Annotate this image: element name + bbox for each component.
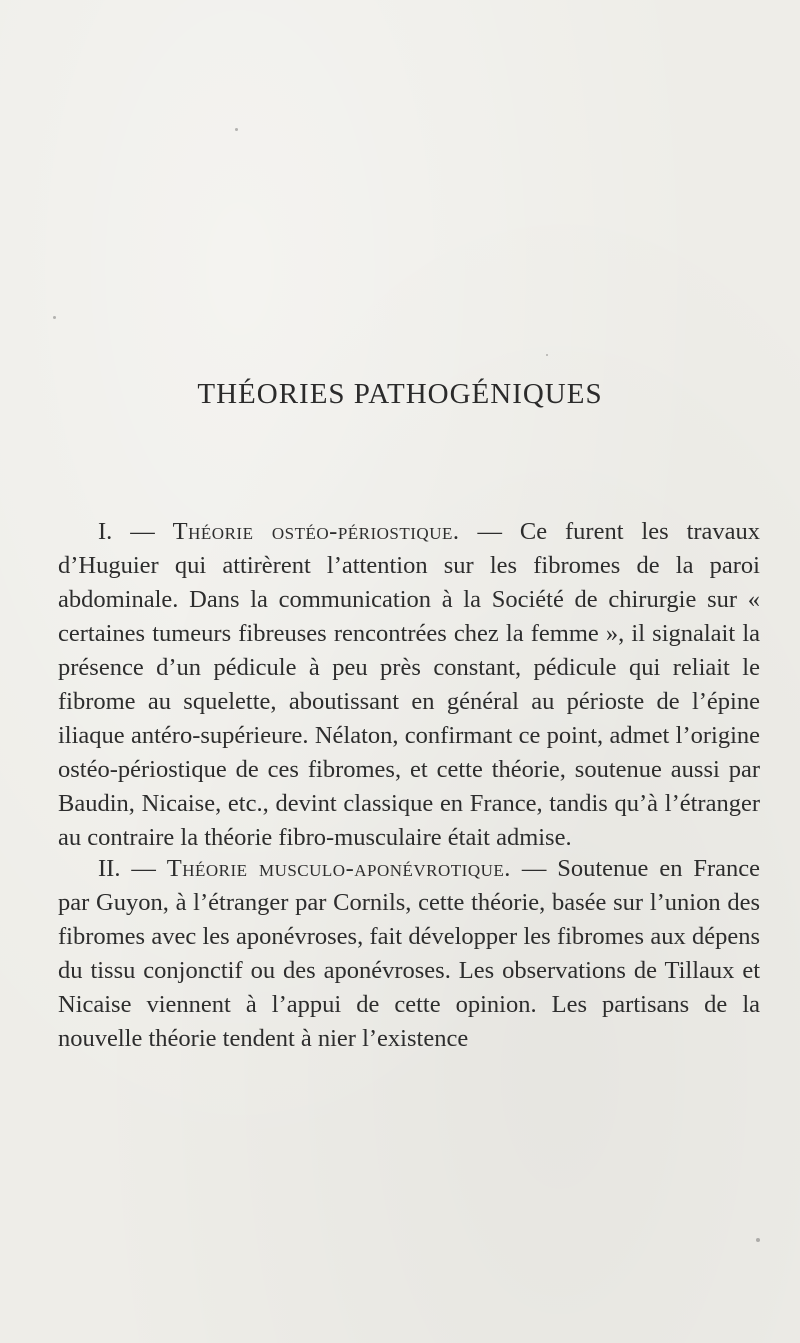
section-dash: — <box>130 518 155 545</box>
section-numeral: II. <box>98 855 121 882</box>
paper-speck <box>235 128 238 131</box>
section-paragraph <box>58 515 760 855</box>
paper-speck <box>756 1238 760 1242</box>
section-musculo-aponevrotique <box>58 852 760 1056</box>
paper-speck <box>53 316 56 319</box>
section-body: — Soutenue en France par Guyon, à l’étranger par Cornils, cette théorie, basée sur l’union des fibromes avec les aponévroses, fait développer les fibromes aux dépens du tissu conjonctif ou des aponévroses. Les observations de Tillaux et Nicaise viennent à l’appui de cette opinion. Les partisans de la nouvelle théorie tendent à nier l’existence <box>58 855 761 1052</box>
section-heading: Théorie musculo-aponévrotique. <box>166 855 511 882</box>
section-body: — Ce furent les travaux d’Huguier qui attirèrent l’attention sur les fibromes de la paroi abdominale. Dans la communication à la Société de chirurgie sur « certaines tumeurs fibreuses rencontrées chez la femme », il signalait la présence d’un pédicule à peu près constant, pédicule qui reliait le fibrome au squelette, aboutissant en général au périoste de l’épine iliaque antéro-supérieure. Nélaton, confirmant ce point, admet l’origine ostéo-périostique de ces fibromes, et cette théorie, soutenue aussi par Baudin, Nicaise, etc., devint classique en France, tandis qu’à l’étranger au contraire la théorie fibro-musculaire était admise. <box>58 518 761 851</box>
section-numeral: I. <box>98 518 113 545</box>
section-osteo-periostique <box>58 515 760 855</box>
paper-speck <box>546 354 548 356</box>
page-title: THÉORIES PATHOGÉNIQUES <box>197 378 603 410</box>
section-paragraph <box>58 852 760 1056</box>
section-heading: Théorie ostéo-périostique. <box>172 518 460 545</box>
section-dash: — <box>131 855 156 882</box>
